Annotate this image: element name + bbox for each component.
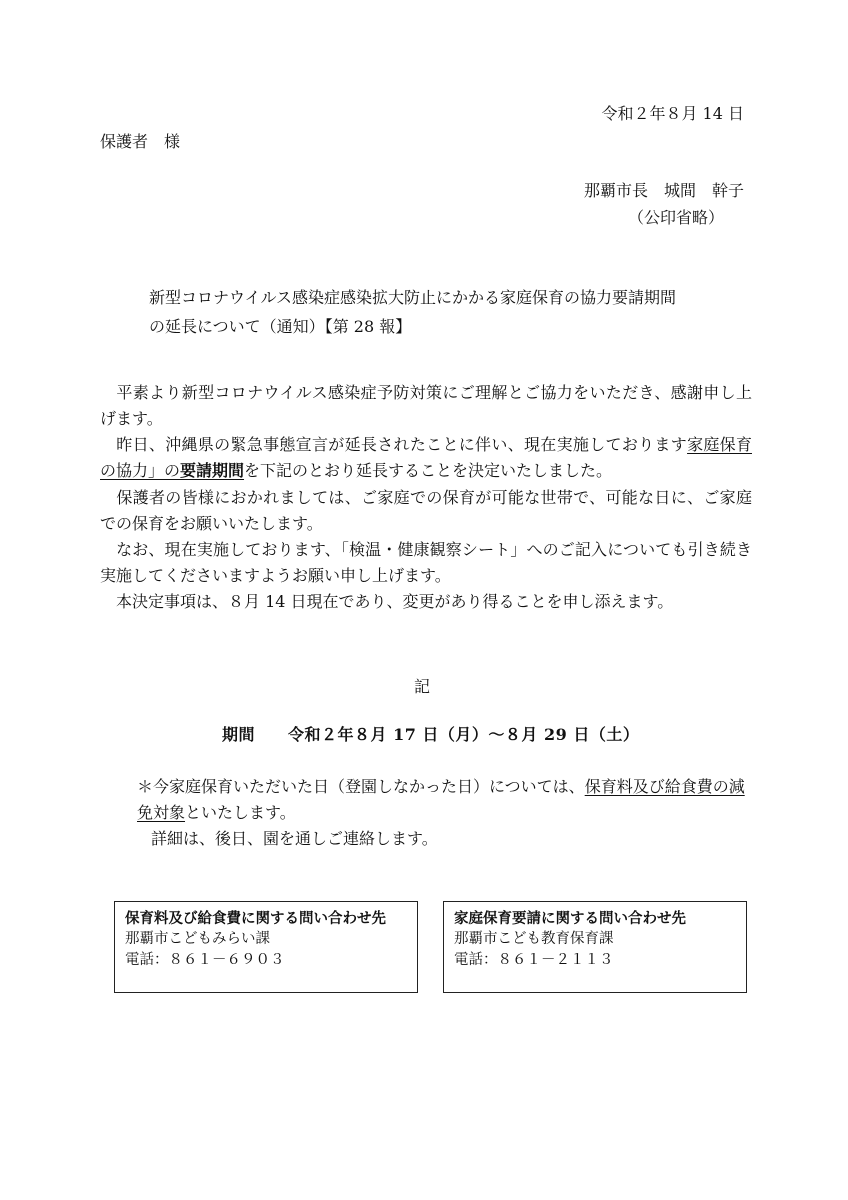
paragraph-2-underlined: 家庭保育の協力」の [100, 435, 752, 480]
seal-note: （公印省略） [627, 208, 724, 227]
note-text-end: といたします。 [185, 803, 296, 822]
title-line-2-main: の延長について（通知） [149, 317, 325, 336]
note-text: ＊今家庭保育いただいた日（登園しなかった日）については、 [137, 777, 585, 796]
paragraph-2-text: 昨日、沖縄県の緊急事態宣言が延長されたことに伴い、現在実施しております [100, 435, 688, 454]
recipient: 保護者 様 [100, 132, 181, 151]
paragraph-2-emphasis: 要請期間 [180, 461, 245, 480]
contact-department: 那覇市こども教育保育課 [454, 931, 614, 947]
note [137, 774, 752, 852]
paragraph-4: なお、現在実施しております、「検温・健康観察シート」へのご記入についても引き続き実施してくださいますようお願い申し上げます。 [100, 540, 752, 585]
ki-heading: 記 [414, 677, 431, 696]
document-title [149, 283, 749, 341]
contact-department: 那覇市こどもみらい課 [125, 931, 270, 947]
contact-box-fees [114, 901, 418, 993]
contact-box-home-care [443, 901, 747, 993]
note-line-1 [137, 774, 752, 826]
paragraph-2 [100, 432, 752, 484]
sender-name: 那覇市長 城間 幹子 [583, 181, 744, 200]
contact-heading: 保育料及び給食費に関する問い合わせ先 [125, 910, 386, 927]
document-date: 令和２年８月 14 日 [601, 104, 744, 123]
note-underlined: 保育料及び給食費の減免対象 [137, 777, 745, 822]
title-line-1: 新型コロナウイルス感染症感染拡大防止にかかる家庭保育の協力要請期間 [149, 288, 677, 307]
paragraph-1: 平素より新型コロナウイルス感染症予防対策にご理解とご協力をいただき、感謝申し上げます。 [100, 383, 752, 428]
paragraph-5: 本決定事項は、８月 14 日現在であり、変更があり得ることを申し添えます。 [100, 592, 674, 611]
paragraph-2-rest: を下記のとおり延長することを決定いたしました。 [244, 461, 613, 480]
title-line-2 [149, 312, 749, 341]
note-line-2: 詳細は、後日、園を通しご連絡します。 [151, 829, 438, 848]
paragraph-3: 保護者の皆様におかれましては、ご家庭での保育が可能な世帯で、可能な日に、ご家庭での保育をお願いいたします。 [100, 488, 752, 533]
contact-phone: 電話：８６１－２１１３ [454, 952, 614, 968]
contact-heading: 家庭保育要請に関する問い合わせ先 [454, 910, 686, 927]
report-number: 【第 28 報】 [324, 317, 412, 336]
period: 期間 令和２年８月 17 日（月）～８月 29 日（土） [222, 725, 640, 744]
contact-phone: 電話：８６１－６９０３ [125, 952, 285, 968]
